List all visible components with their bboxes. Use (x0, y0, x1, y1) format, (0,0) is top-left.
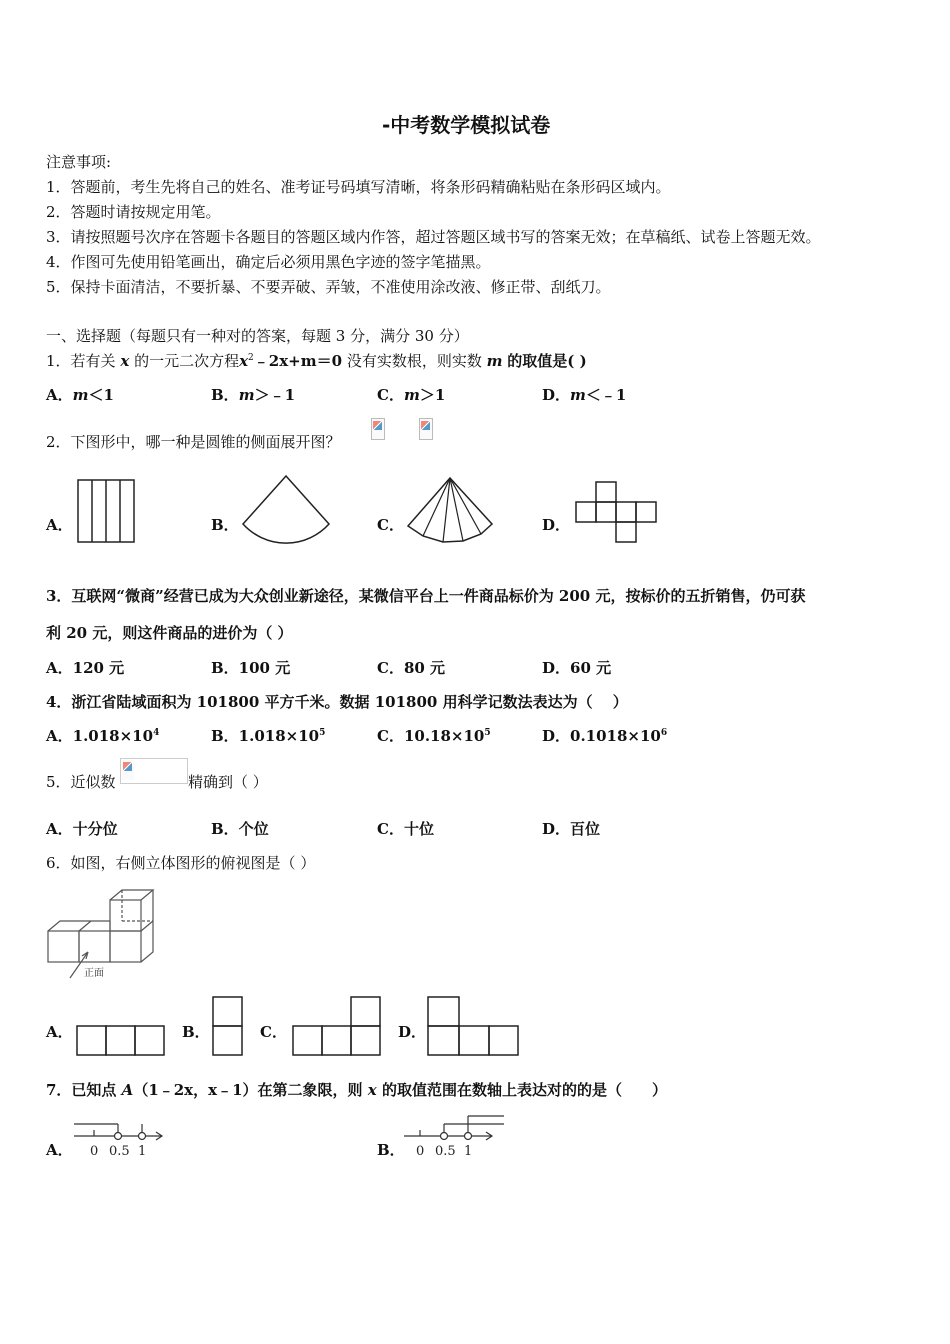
q2-label-a: A． (46, 516, 73, 534)
q1-eq-sup: 2 (248, 353, 254, 363)
q6-label-c: C． (260, 1023, 287, 1041)
q4-option-d (542, 726, 667, 746)
q6-option-b-figure (211, 995, 245, 1058)
option-base: C．10.18×10 (377, 727, 485, 745)
option-base: D．0.1018×10 (542, 727, 661, 745)
q7-tail: 的取值范围在数轴上表达对的的是（ ） (381, 1081, 667, 1099)
q7-point: A (121, 1081, 134, 1099)
q5-option-b: B．个位 (211, 820, 269, 838)
q2-figure-sector (238, 474, 334, 546)
option-exp: 5 (319, 728, 326, 738)
q7-number-line-b (400, 1110, 510, 1158)
q7-number-line-a (72, 1110, 168, 1158)
broken-image-icon (122, 760, 134, 780)
notice-item: 2．答题时请按规定用笔。 (46, 203, 221, 221)
q3-option-d: D．60 元 (542, 659, 612, 677)
q1-var-m: m (486, 352, 503, 370)
option-text: ＞1 (419, 386, 446, 404)
q2-figure-cube-net (574, 480, 662, 546)
question-5-prefix: 5．近似数 (46, 773, 116, 791)
option-text: ＞﹣1 (254, 386, 295, 404)
q1-eq-rest: ﹣2x+m＝0 (253, 352, 343, 370)
notice-item: 3．请按照题号次序在答题卡各题目的答题区域内作答，超过答题区域书写的答案无效；在草稿纸、试卷上答题无效。 (46, 228, 821, 246)
notice-item: 4．作图可先使用铅笔画出，确定后必须用黑色字迹的签字笔描黑。 (46, 253, 491, 271)
q3-option-a: A．120 元 (46, 659, 125, 677)
question-3-line1: 3．互联网“微商”经营已成为大众创业新途径，某微信平台上一件商品标价为 200 元，按标价的五折销售，仍可获 (46, 587, 806, 605)
option-exp: 5 (484, 728, 491, 738)
tick-1: 1 (138, 1144, 147, 1158)
option-label: B． (211, 386, 239, 404)
q6-option-c-figure (290, 995, 383, 1058)
option-var: m (72, 386, 89, 404)
broken-image-icon (419, 418, 433, 440)
q6-option-a-figure (75, 1024, 167, 1058)
q1-option-a (46, 385, 114, 405)
q7-label-b: B． (377, 1141, 405, 1159)
q2-figure-rectangles (76, 478, 138, 546)
q2-label-b: B． (211, 516, 239, 534)
q1-option-b (211, 385, 295, 405)
q2-figure-pyramid-net (405, 474, 495, 546)
option-text: ＜1 (88, 386, 114, 404)
broken-image-icon (371, 418, 385, 440)
question-5-suffix: 精确到（ ） (188, 773, 268, 791)
option-label: A． (46, 386, 73, 404)
q4-option-b (211, 726, 325, 746)
q1-tail1: 没有实数根，则实数 (346, 352, 482, 370)
tick-1: 1 (464, 1144, 473, 1158)
q6-label-a: A． (46, 1023, 73, 1041)
notice-item: 1．答题前，考生先将自己的姓名、准考证号码填写清晰，将条形码精确粘贴在条形码区域内。 (46, 178, 671, 196)
q7-coords: （1﹣2x，x﹣1）在第二象限，则 (133, 1081, 363, 1099)
question-1 (46, 351, 587, 371)
tick-0: 0 (416, 1144, 425, 1158)
option-exp: 4 (153, 728, 160, 738)
q1-option-d (542, 385, 626, 405)
q6-label-d: D． (398, 1023, 427, 1041)
question-4: 4．浙江省陆域面积为 101800 平方千米。数据 101800 用科学记数法表达为（ ） (46, 693, 628, 711)
q4-option-c (377, 726, 491, 746)
question-3-line2: 利 20 元，则这件商品的进价为（ ） (46, 624, 293, 642)
q1-prefix: 1．若有关 (46, 352, 116, 370)
question-6: 6．如图，右侧立体图形的俯视图是（ ） (46, 854, 316, 872)
q7-var-x: x (367, 1081, 377, 1099)
option-text: ＜﹣1 (585, 386, 627, 404)
option-exp: 6 (660, 728, 668, 738)
option-var: m (403, 386, 420, 404)
front-label: 正面 (84, 968, 104, 979)
option-label: C． (377, 386, 404, 404)
tick-0.5: 0.5 (109, 1144, 130, 1158)
q2-label-d: D． (542, 516, 571, 534)
q4-option-a (46, 726, 159, 746)
q1-eq-x: x (239, 352, 249, 370)
q3-option-b: B．100 元 (211, 659, 291, 677)
notice-heading: 注意事项: (46, 153, 112, 171)
option-label: D． (542, 386, 571, 404)
option-base: A．1.018×10 (46, 727, 154, 745)
page-title: -中考数学模拟试卷 (382, 113, 551, 137)
q1-tail2: 的取值是( ) (507, 352, 587, 370)
q3-option-c: C．80 元 (377, 659, 446, 677)
q6-label-b: B． (182, 1023, 210, 1041)
section-heading: 一、选择题（每题只有一种对的答案，每题 3 分，满分 30 分） (46, 327, 469, 345)
tick-0.5: 0.5 (435, 1144, 456, 1158)
q5-option-d: D．百位 (542, 820, 601, 838)
q1-mid: 的一元二次方程 (134, 352, 240, 370)
q2-label-c: C． (377, 516, 404, 534)
notice-item: 5．保持卡面清洁，不要折暴、不要弄破、弄皱，不准使用涂改液、修正带、刮纸刀。 (46, 278, 611, 296)
q7-label-a: A． (46, 1141, 73, 1159)
q6-option-d-figure (426, 995, 521, 1058)
q5-option-a: A．十分位 (46, 820, 118, 838)
q5-option-c: C．十位 (377, 820, 434, 838)
option-var: m (570, 386, 586, 404)
option-var: m (238, 386, 255, 404)
q7-prefix: 7．已知点 (46, 1081, 117, 1099)
broken-image-placeholder (120, 758, 188, 784)
tick-0: 0 (90, 1144, 99, 1158)
question-2: 2．下图形中，哪一种是圆锥的侧面展开图？ (46, 433, 341, 451)
option-base: B．1.018×10 (211, 727, 320, 745)
q1-var-x: x (120, 352, 130, 370)
question-7 (46, 1080, 667, 1100)
q6-solid-figure (44, 888, 162, 984)
q1-option-c (377, 385, 445, 405)
